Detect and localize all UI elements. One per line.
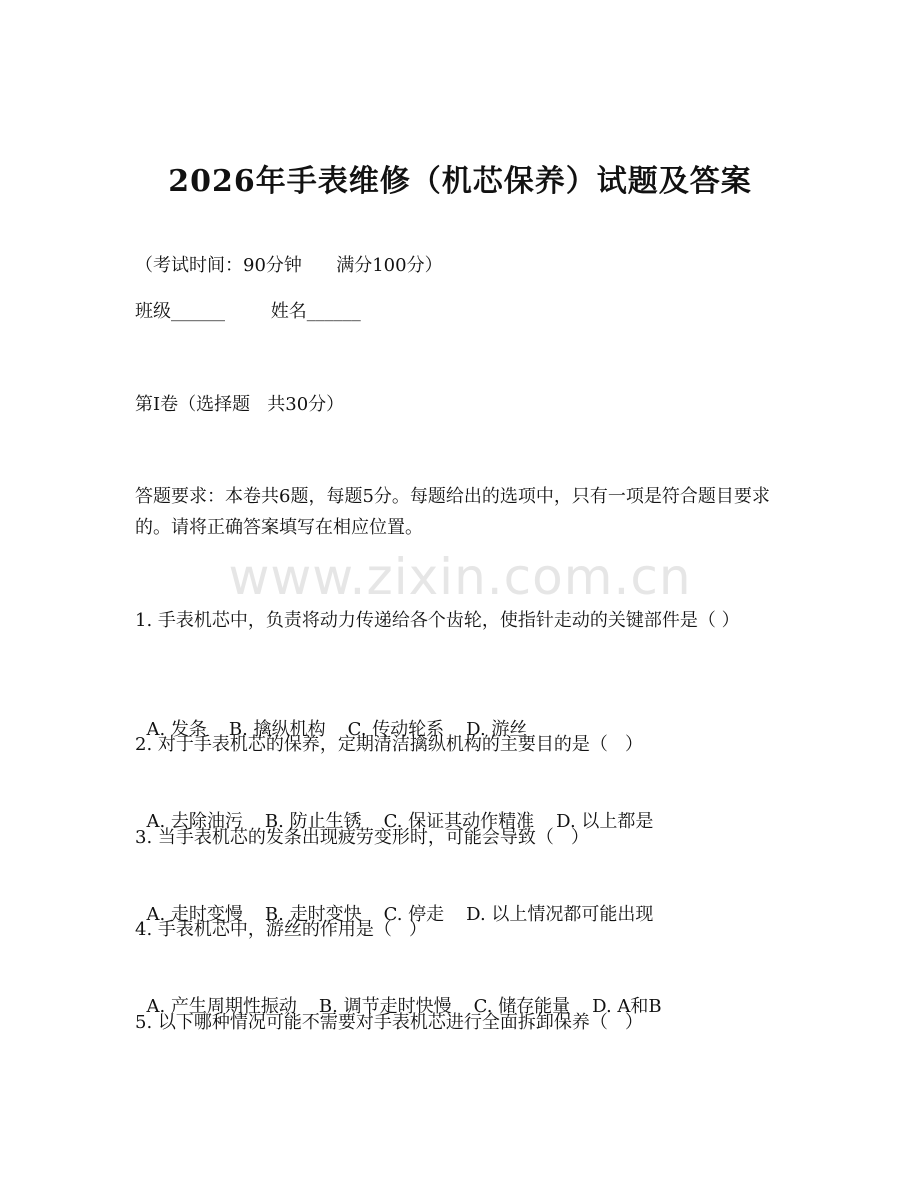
- option-b: B. 调节走时快慢: [318, 996, 452, 1017]
- option-b: B. 走时变快: [264, 904, 362, 925]
- option-a: A. 去除油污: [146, 811, 243, 832]
- option-c: C. 停走: [383, 904, 445, 925]
- option-b: B. 防止生锈: [264, 811, 362, 832]
- option-a: A. 走时变慢: [146, 904, 243, 925]
- watermark: www.zixin.com.cn: [228, 548, 692, 606]
- option-d: D. 以上都是: [556, 811, 654, 832]
- option-d: D. 游丝: [466, 719, 528, 740]
- option-c: C. 保证其动作精准: [383, 811, 535, 832]
- option-d: D. A和B: [592, 996, 662, 1017]
- question-stem-4: 4. 手表机芯中，游丝的作用是（ ）: [135, 919, 428, 940]
- option-a: A. 产生周期性振动: [146, 996, 297, 1017]
- exam-info: （考试时间：90分钟 满分100分）: [135, 255, 443, 276]
- option-a: A. 发条: [146, 719, 207, 740]
- document-title: 2026年手表维修（机芯保养）试题及答案: [168, 164, 752, 199]
- option-c: C. 储存能量: [473, 996, 571, 1017]
- option-d: D. 以上情况都可能出现: [466, 904, 654, 925]
- class-name-line: 班级______ 姓名______: [135, 301, 361, 322]
- question-stem-5: 5. 以下哪种情况可能不需要对手表机芯进行全面拆卸保养（ ）: [135, 1012, 644, 1033]
- option-b: B. 擒纵机构: [228, 719, 326, 740]
- question-stem-2: 2. 对于手表机芯的保养，定期清洁擒纵机构的主要目的是（ ）: [135, 734, 644, 755]
- instructions: 答题要求：本卷共6题，每题5分。每题给出的选项中，只有一项是符合题目要求的。请将正确答案填写在相应位置。: [135, 486, 770, 538]
- question-stem-3: 3. 当手表机芯的发条出现疲劳变形时，可能会导致（ ）: [135, 827, 590, 848]
- section-header: 第I卷（选择题 共30分）: [135, 394, 345, 415]
- option-c: C. 传动轮系: [347, 719, 445, 740]
- question-stem-1: 1. 手表机芯中，负责将动力传递给各个齿轮，使指针走动的关键部件是（ ）: [135, 610, 740, 631]
